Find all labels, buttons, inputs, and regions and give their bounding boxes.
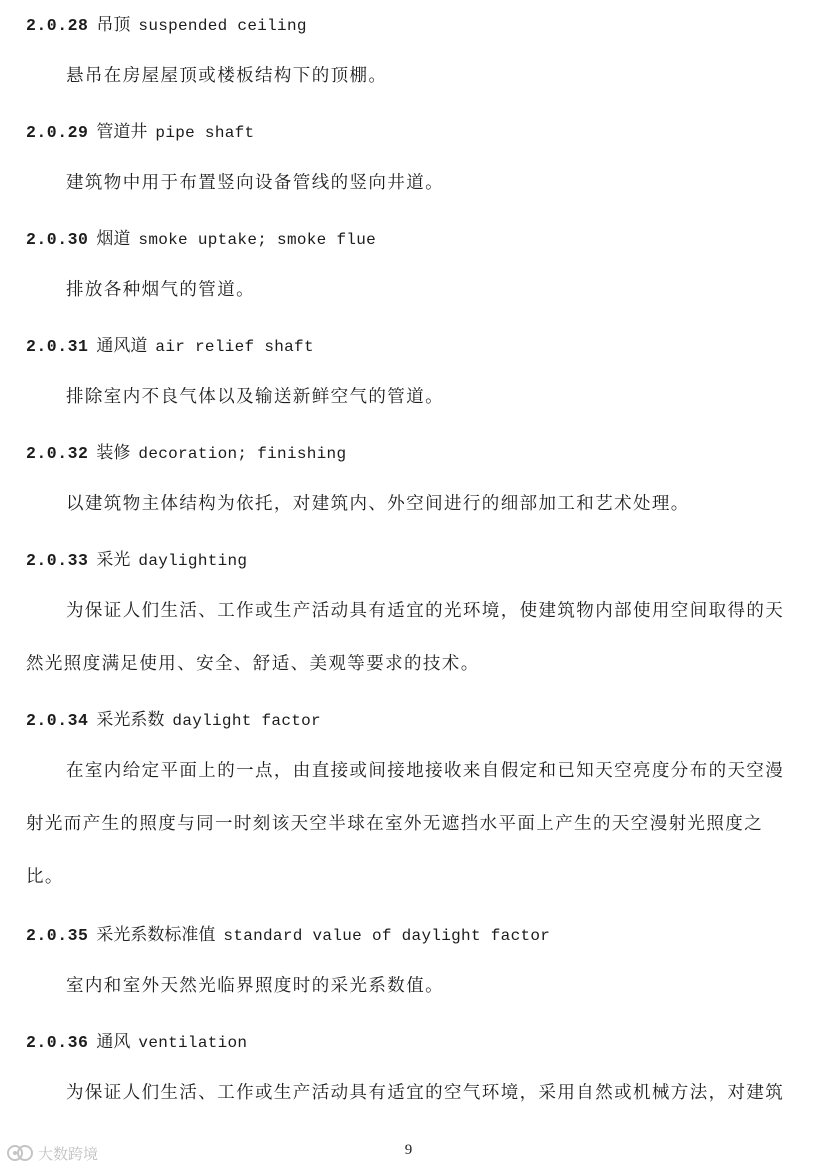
term-english: ventilation <box>138 1034 248 1052</box>
term-heading <box>26 547 247 573</box>
term-english: air relief shaft <box>155 338 314 356</box>
term-definition: 排除室内不良气体以及输送新鲜空气的管道。 <box>66 387 444 407</box>
term-definition: 建筑物中用于布置竖向设备管线的竖向井道。 <box>66 173 444 193</box>
term-chinese: 装修 <box>96 443 131 463</box>
term-english: daylighting <box>138 552 248 570</box>
watermark <box>6 1141 98 1165</box>
term-heading <box>26 226 376 252</box>
term-english: decoration; finishing <box>138 445 347 463</box>
term-english: daylight factor <box>172 712 321 730</box>
term-heading <box>26 1029 247 1055</box>
term-definition: 为保证人们生活、工作或生产活动具有适宜的空气环境，采用自然或机械方法，对建筑 <box>66 1083 785 1103</box>
term-definition: 为保证人们生活、工作或生产活动具有适宜的光环境，使建筑物内部使用空间取得的天然光照度满足使用、安全、舒适、美观等要求的技术。 <box>26 601 785 674</box>
term-number: 2.0.33 <box>26 551 89 570</box>
term-chinese: 通风 <box>96 1032 131 1052</box>
term-heading <box>26 119 254 145</box>
term-chinese: 采光系数标准值 <box>96 925 216 945</box>
watermark-text: 大数跨境 <box>38 1144 99 1163</box>
term-number: 2.0.36 <box>26 1033 89 1052</box>
term-heading <box>26 922 550 948</box>
term-english: suspended ceiling <box>138 17 307 35</box>
term-number: 2.0.34 <box>26 711 89 730</box>
term-number: 2.0.35 <box>26 926 89 945</box>
term-english: pipe shaft <box>155 124 255 142</box>
term-definition: 在室内给定平面上的一点，由直接或间接地接收来自假定和已知天空亮度分布的天空漫射光而产生的照度与同一时刻该天空半球在室外无遮挡水平面上产生的天空漫射光照度之比。 <box>26 761 785 887</box>
term-english: standard value of daylight factor <box>223 927 551 945</box>
watermark-logo-icon <box>6 1143 34 1163</box>
term-chinese: 烟道 <box>96 229 131 249</box>
term-heading <box>26 440 346 466</box>
term-chinese: 通风道 <box>96 336 148 356</box>
term-number: 2.0.32 <box>26 444 89 463</box>
term-number: 2.0.28 <box>26 16 89 35</box>
term-heading <box>26 333 314 359</box>
page-number: 9 <box>404 1142 413 1158</box>
term-definition: 排放各种烟气的管道。 <box>66 280 255 300</box>
term-number: 2.0.29 <box>26 123 89 142</box>
term-number: 2.0.31 <box>26 337 89 356</box>
term-definition: 室内和室外天然光临界照度时的采光系数值。 <box>66 976 444 996</box>
term-chinese: 采光系数 <box>96 710 165 730</box>
term-definition: 以建筑物主体结构为依托，对建筑内、外空间进行的细部加工和艺术处理。 <box>66 494 690 514</box>
term-english: smoke uptake; smoke flue <box>138 231 377 249</box>
term-chinese: 采光 <box>96 550 131 570</box>
term-definition: 悬吊在房屋屋顶或楼板结构下的顶棚。 <box>66 66 388 86</box>
term-chinese: 管道井 <box>96 122 148 142</box>
term-heading <box>26 707 321 733</box>
term-chinese: 吊顶 <box>96 15 131 35</box>
term-heading <box>26 12 307 38</box>
term-number: 2.0.30 <box>26 230 89 249</box>
